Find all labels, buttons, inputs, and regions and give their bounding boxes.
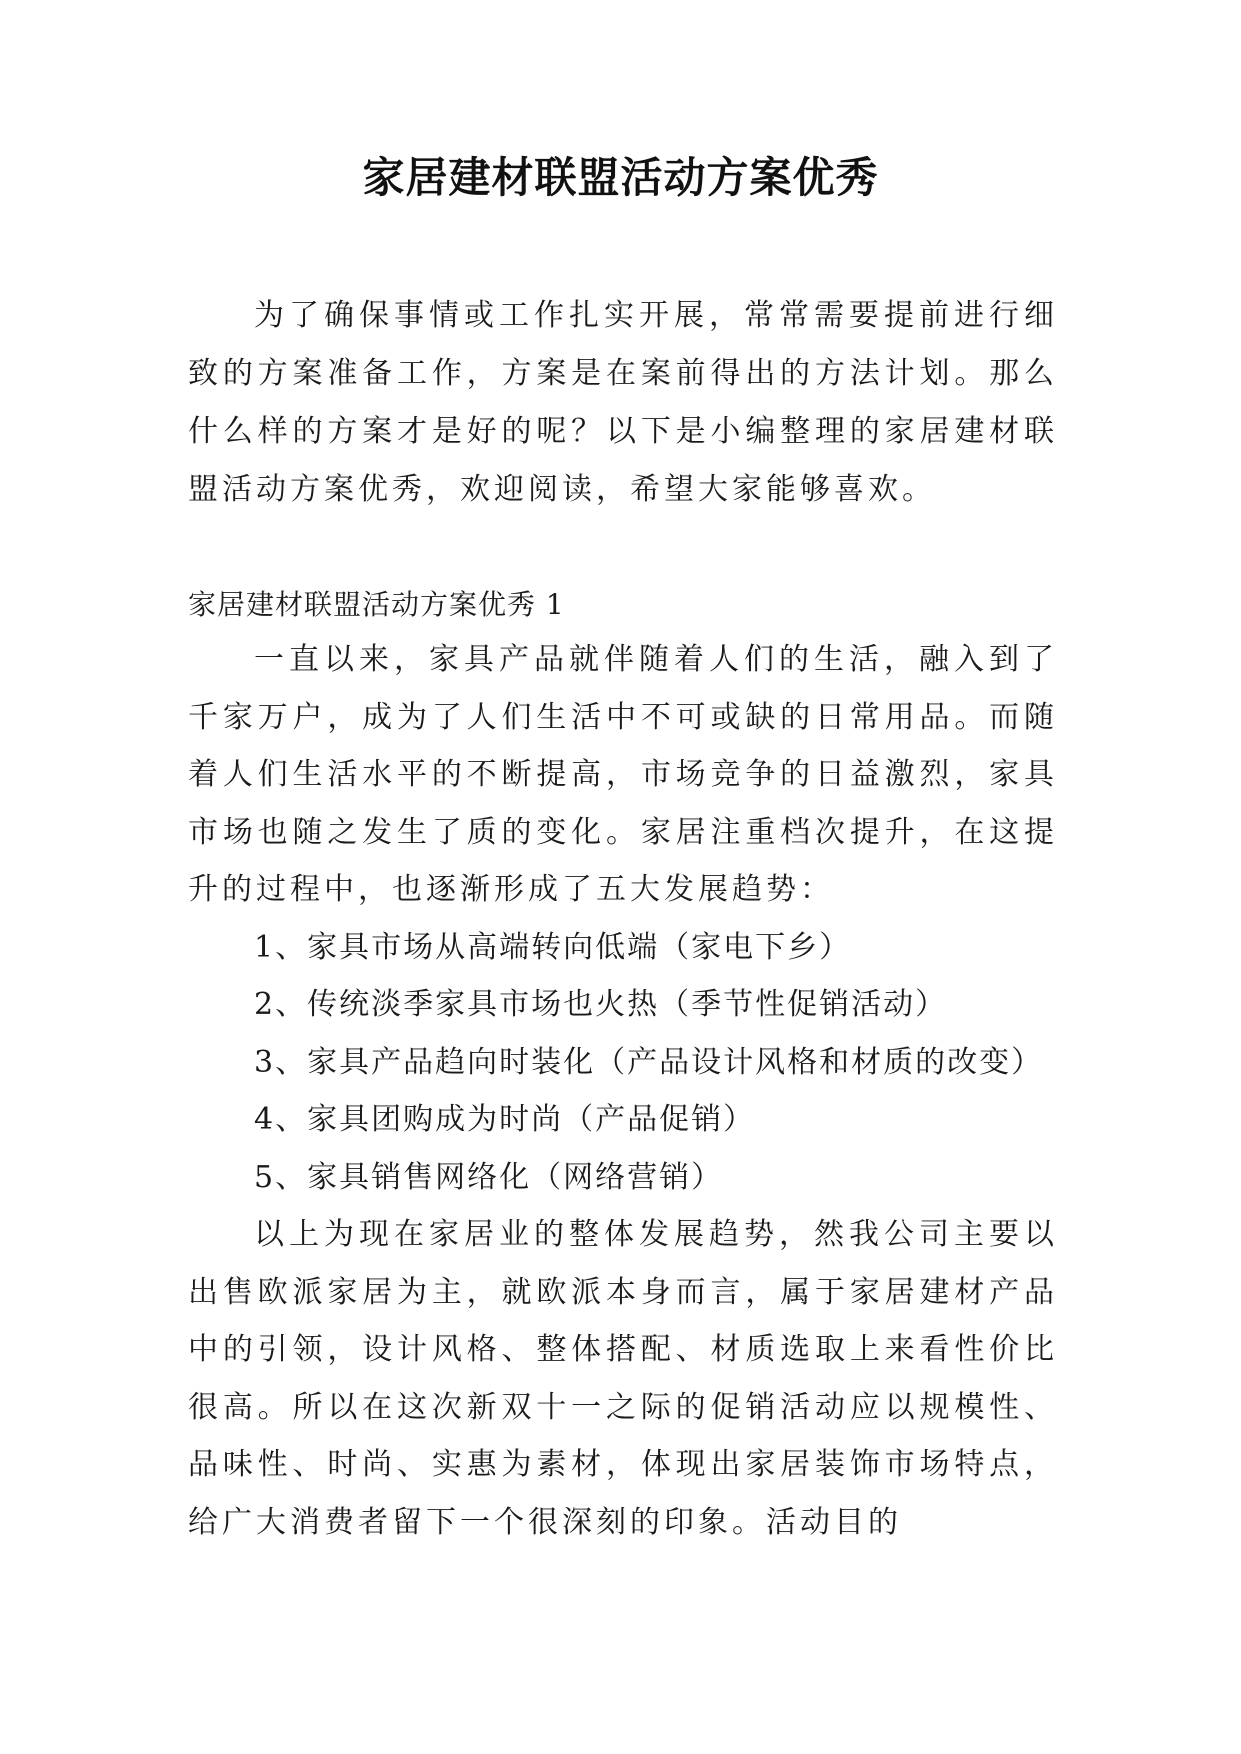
document-title: 家居建材联盟活动方案优秀 xyxy=(362,153,879,202)
trend-list-item-3: 3、家具产品趋向时装化（产品设计风格和材质的改变） xyxy=(254,1044,1044,1080)
trend-list-item-1: 1、家具市场从高端转向低端（家电下乡） xyxy=(254,929,852,965)
intro-paragraph: 为了确保事情或工作扎实开展，常常需要提前进行细致的方案准备工作，方案是在案前得出的方法计划。那么什么样的方案才是好的呢？以下是小编整理的家居建材联盟活动方案优秀，欢迎阅读，希望大家能够喜欢。 xyxy=(188,298,1058,507)
body-paragraph-2: 以上为现在家居业的整体发展趋势，然我公司主要以出售欧派家居为主，就欧派本身而言，属于家居建材产品中的引领，设计风格、整体搭配、材质选取上来看性价比很高。所以在这次新双十一之际的促销活动应以规模性、品味性、时尚、实惠为素材，体现出家居装饰市场特点，给广大消费者留下一个很深刻的印象。活动目的 xyxy=(188,1217,1058,1540)
section-body xyxy=(188,631,1058,1551)
trend-list-item-4: 4、家具团购成为时尚（产品促销） xyxy=(254,1102,756,1137)
trend-list-item-2: 2、传统淡季家具市场也火热（季节性促销活动） xyxy=(254,987,948,1022)
section-heading: 家居建材联盟活动方案优秀 1 xyxy=(188,588,565,621)
body-paragraph-1: 一直以来，家具产品就伴随着人们的生活，融入到了千家万户，成为了人们生活中不可或缺的日常用品。而随着人们生活水平的不断提高，市场竞争的日益激烈，家具市场也随之发生了质的变化。家居注重档次提升，在这提升的过程中，也逐渐形成了五大发展趋势： xyxy=(188,642,1058,907)
trend-list-item-5: 5、家具销售网络化（网络营销） xyxy=(254,1159,724,1195)
